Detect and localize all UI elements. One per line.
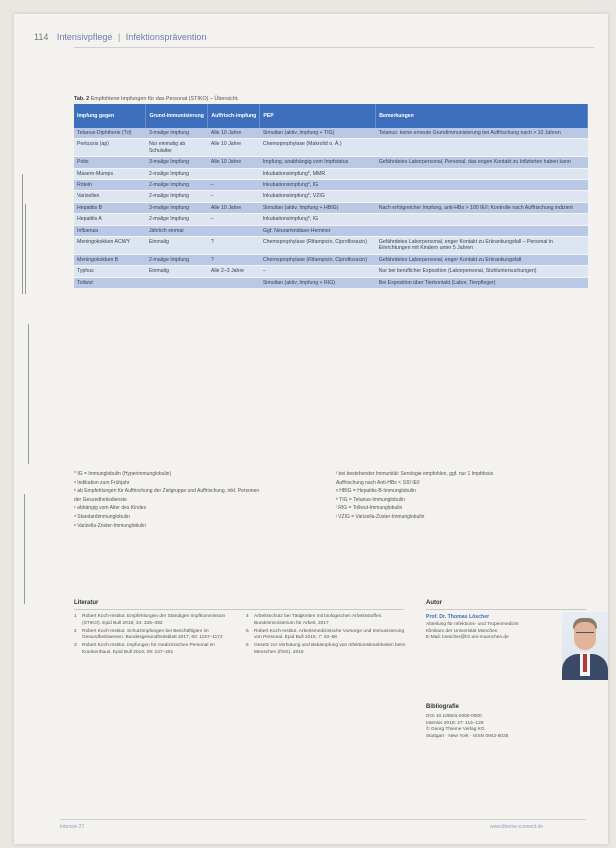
- author-detail-line: E-Mail: loescher@lrz.uni-muenchen.de: [426, 635, 509, 641]
- table-row: [74, 139, 588, 157]
- photo-face: [574, 622, 596, 650]
- cell-bemerkung: [376, 168, 588, 179]
- author-title: Autor: [426, 600, 442, 606]
- cell-grundimmunisierung: 2-malige Impfung: [146, 191, 208, 202]
- reference-text: Robert Koch-Institut. Empfehlungen der Ständigen Impfkommission (STIKO). Epid Bull 2018; 34: 335–382: [82, 614, 226, 626]
- reference-number: 1: [74, 614, 77, 619]
- header-impfung: Impfung gegen: [74, 104, 146, 128]
- author-rule: [426, 609, 586, 610]
- cell-impfung: Hepatitis B: [74, 202, 146, 213]
- section-name: Intensivpflege: [56, 32, 113, 42]
- header-bemerkungen: Bemerkungen: [376, 104, 588, 128]
- reference-item: [74, 614, 234, 628]
- footnote: ᵈ Standardimmunglobulin: [74, 513, 130, 520]
- table-header-row: [74, 104, 588, 128]
- table-row: [74, 277, 588, 288]
- footnote: ⁱ RIG = Tollwut-Immunglobulin: [336, 505, 403, 512]
- cell-pep: –: [260, 266, 376, 277]
- cell-bemerkung: [376, 139, 588, 157]
- header-rule: [74, 47, 594, 48]
- reference-number: 2: [74, 628, 77, 634]
- references-right: [246, 614, 406, 658]
- cell-pep: Ggf. Neuraminidase-Hemmer: [260, 225, 376, 236]
- cell-impfung: Typhus: [74, 266, 146, 277]
- cell-impfung: Meningokokken B: [74, 254, 146, 265]
- author-name: Prof. Dr. Thomas Löscher: [426, 614, 490, 620]
- table-row: [74, 128, 588, 139]
- footnote: ᵇ ab Empfehlungen für Auffrischung der Zielgruppe und Auffrischung, inkl. Personen: [74, 488, 260, 495]
- table-row: [74, 254, 588, 265]
- cell-grundimmunisierung: Einmalig: [146, 237, 208, 255]
- cell-pep: Chemoprophylaxe (Makrolid o. Ä.): [260, 139, 376, 157]
- cell-auffrischung: [208, 168, 260, 179]
- reference-item: [74, 629, 234, 643]
- margin-marks: [22, 164, 36, 624]
- table-row: [74, 180, 588, 191]
- footnote: ᵉ Varizella-Zoster-Immunglobulin: [74, 522, 147, 529]
- table-row: [74, 191, 588, 202]
- cell-pep: Inkubationsimpfung*, IG: [260, 214, 376, 225]
- footnote: ʲ VZIG = Varizella-Zoster-Immunglobulin: [336, 513, 425, 520]
- cell-grundimmunisierung: 2-malige Impfung: [146, 254, 208, 265]
- topic-name: Infektionsprävention: [125, 32, 207, 42]
- footnote: * IG = Immunglobulin (Hyperimmunglobulin): [74, 471, 172, 477]
- footer-right: www.thieme-connect.de: [490, 824, 544, 830]
- reference-number: 4: [246, 614, 249, 619]
- table-caption: [74, 96, 239, 102]
- bibliography-details: [426, 714, 586, 740]
- cell-pep: Chemoprophylaxe (Rifampicin, Ciprofloxacin): [260, 254, 376, 265]
- photo-glasses: [576, 632, 594, 636]
- bibliography-line: Intensiv 2019; 27: 114–128: [426, 720, 484, 726]
- running-head: [34, 32, 206, 42]
- footnote: ᶠ bei bestehender Immunität: Serologie empfohlen, ggf. nur 1 Impfdosis: [336, 471, 494, 477]
- header-grundimmunisierung: Grund-immunisierung: [146, 104, 208, 128]
- table-row: [74, 237, 588, 255]
- cell-auffrischung: Alle 10 Jahre: [208, 202, 260, 213]
- cell-auffrischung: [208, 277, 260, 288]
- author-details: [426, 622, 544, 642]
- cell-impfung: Varizellen: [74, 191, 146, 202]
- cell-bemerkung: [376, 225, 588, 236]
- cell-impfung: Tollwut: [74, 277, 146, 288]
- footnote: ᶜ abhängig vom Alter des Kindes: [74, 505, 147, 512]
- cell-impfung: Influenza: [74, 225, 146, 236]
- cell-auffrischung: Alle 10 Jahre: [208, 157, 260, 168]
- cell-bemerkung: Nur bei beruflicher Exposition (Laborpersonal, Stuhluntersuchungen): [376, 266, 588, 277]
- footnotes-right: [336, 470, 586, 522]
- cell-auffrischung: Alle 10 Jahre: [208, 139, 260, 157]
- cell-bemerkung: Tetanus: keine erneute Grundimmunisierung bei Auffrischung nach > 10 Jahren: [376, 128, 588, 139]
- table-row: [74, 157, 588, 168]
- cell-bemerkung: Bei Exposition über Tierkontakt (Labor, Tierpfleger): [376, 277, 588, 288]
- separator: |: [117, 32, 121, 42]
- photo-tie: [583, 654, 587, 672]
- cell-grundimmunisierung: 2-malige Impfung: [146, 168, 208, 179]
- cell-auffrischung: –: [208, 214, 260, 225]
- cell-grundimmunisierung: Jährlich einmal: [146, 225, 208, 236]
- cell-bemerkung: [376, 214, 588, 225]
- bibliography-line: © Georg Thieme Verlag KG: [426, 727, 485, 733]
- cell-grundimmunisierung: Nur einmalig ab Schulalter: [146, 139, 208, 157]
- table-row: [74, 168, 588, 179]
- cell-auffrischung: [208, 225, 260, 236]
- bibliography-line: DOI 10.1055/a-0000-0000: [426, 714, 482, 719]
- cell-auffrischung: –: [208, 191, 260, 202]
- cell-impfung: Hepatitis A: [74, 214, 146, 225]
- page-number: 114: [34, 32, 49, 42]
- cell-auffrischung: ?: [208, 254, 260, 265]
- cell-bemerkung: Gefährdetes Laborpersonal, enger Kontakt zu Erkrankungsfall – Personal in Einrichtungen mit Kindern unter 5 Jahren: [376, 237, 588, 255]
- reference-item: [246, 629, 406, 643]
- footnote: der Gesundheitsdienste: [74, 496, 127, 503]
- cell-impfung: Masern-Mumps: [74, 168, 146, 179]
- footnotes-left: [74, 470, 334, 530]
- reference-text: Arbeitsschutz bei Tätigkeiten mit biologischen Arbeitsstoffen. Bundesministerium für Arbeit, 2017: [254, 614, 383, 626]
- cell-bemerkung: [376, 191, 588, 202]
- reference-item: [246, 643, 406, 657]
- cell-pep: Inkubationsimpfung*, IG: [260, 180, 376, 191]
- cell-grundimmunisierung: Einmalig: [146, 266, 208, 277]
- cell-bemerkung: Gefährdetes Laborpersonal, Personal, das engen Kontakt zu Infizierten haben kann: [376, 157, 588, 168]
- table-caption-text: Empfohlene Impfungen für das Personal (STIKO) – Übersicht.: [90, 96, 239, 102]
- references-left: [74, 614, 234, 658]
- vaccination-table: [74, 104, 588, 289]
- author-detail-line: Abteilung für Infektions- und Tropenmedizin: [426, 622, 519, 627]
- cell-auffrischung: ?: [208, 237, 260, 255]
- cell-impfung: Meningokokken ACWY: [74, 237, 146, 255]
- reference-number: 3: [74, 643, 77, 649]
- footnote: ʰ TIG = Tetanus-Immunglobulin: [336, 496, 405, 503]
- cell-bemerkung: Gefährdetes Laborpersonal, enger Kontakt zu Erkrankungsfall: [376, 254, 588, 265]
- cell-impfung: Tetanus-Diphtherie (Td): [74, 128, 146, 139]
- cell-auffrischung: Alle 10 Jahre: [208, 128, 260, 139]
- footnote: ᵃ Indikation zum Frühjahr: [74, 479, 130, 486]
- reference-item: [246, 614, 406, 628]
- footnote: ᵍ HBIG = Hepatitis-B-Immunglobulin: [336, 488, 416, 495]
- header-auffrischimpfung: Auffrisch-impfung: [208, 104, 260, 128]
- cell-impfung: Polio: [74, 157, 146, 168]
- literature-title: Literatur: [74, 600, 99, 606]
- reference-text: Robert Koch-Institut. Arbeitsmedizinische Vorsorge und Immunisierung von Personal. Epid Bull 2015; 7: 43–58: [254, 628, 405, 641]
- cell-pep: Simultan (aktiv, Impfung + RIG): [260, 277, 376, 288]
- reference-item: [74, 643, 234, 657]
- footer-left: Intensiv 27: [60, 824, 85, 830]
- cell-grundimmunisierung: 3-malige Impfung: [146, 128, 208, 139]
- reference-text: Robert Koch-Institut. Impfungen für medizinisches Personal im Krankenhaus. Epid Bull 2016; 28: 247–251: [82, 643, 215, 655]
- reference-number: 6: [246, 643, 249, 649]
- cell-pep: Inkubationsimpfung*, VZIG: [260, 191, 376, 202]
- cell-grundimmunisierung: 3-malige Impfung: [146, 157, 208, 168]
- table-row: [74, 214, 588, 225]
- footnote: Auffrischung nach Anti-HBs < 100 IE/l: [336, 479, 420, 486]
- cell-bemerkung: Nach erfolgreicher Impfung, anti-HBs > 100 IE/l; Kontrolle nach Auffrischung indiziert: [376, 202, 588, 213]
- cell-pep: Impfung, unabhängig vom Impfstatus: [260, 157, 376, 168]
- cell-pep: Chemoprophylaxe (Rifampicin, Ciprofloxacin): [260, 237, 376, 255]
- cell-bemerkung: [376, 180, 588, 191]
- reference-text: Gesetz zur Verhütung und Bekämpfung von Infektionskrankheiten beim Menschen (IfSG). 2018: [254, 643, 406, 655]
- author-detail-line: Klinikum der Universität München: [426, 628, 498, 634]
- table-caption-label: Tab. 2: [74, 96, 90, 102]
- table-row: [74, 225, 588, 236]
- cell-grundimmunisierung: 2-malige Impfung: [146, 180, 208, 191]
- bibliography-line: Stuttgart · New York · ISSN 0942-6035: [426, 733, 509, 739]
- literature-rule: [74, 609, 404, 610]
- table-row: [74, 202, 588, 213]
- table-row: [74, 266, 588, 277]
- bibliography-title: Bibliografie: [426, 704, 460, 710]
- cell-grundimmunisierung: 3-malige Impfung: [146, 202, 208, 213]
- cell-pep: Inkubationsimpfung*, MMR: [260, 168, 376, 179]
- cell-grundimmunisierung: 2-malige Impfung: [146, 214, 208, 225]
- cell-impfung: Röteln: [74, 180, 146, 191]
- footer-rule: [60, 819, 586, 820]
- cell-auffrischung: –: [208, 180, 260, 191]
- author-photo: [562, 612, 608, 680]
- cell-grundimmunisierung: [146, 277, 208, 288]
- cell-auffrischung: Alle 2–3 Jahre: [208, 266, 260, 277]
- reference-number: 5: [246, 628, 249, 634]
- cell-pep: Simultan (aktiv, Impfung + HBIG): [260, 202, 376, 213]
- cell-pep: Simultan (aktiv, Impfung + TIG): [260, 128, 376, 139]
- header-pep: PEP: [260, 104, 376, 128]
- cell-impfung: Pertussis (ap): [74, 139, 146, 157]
- reference-text: Robert Koch-Institut. Schutzimpfungen bei Beschäftigten im Gesundheitswesen. Bundesgesundheitsblatt 2017; 60: 1157–1172: [82, 628, 223, 641]
